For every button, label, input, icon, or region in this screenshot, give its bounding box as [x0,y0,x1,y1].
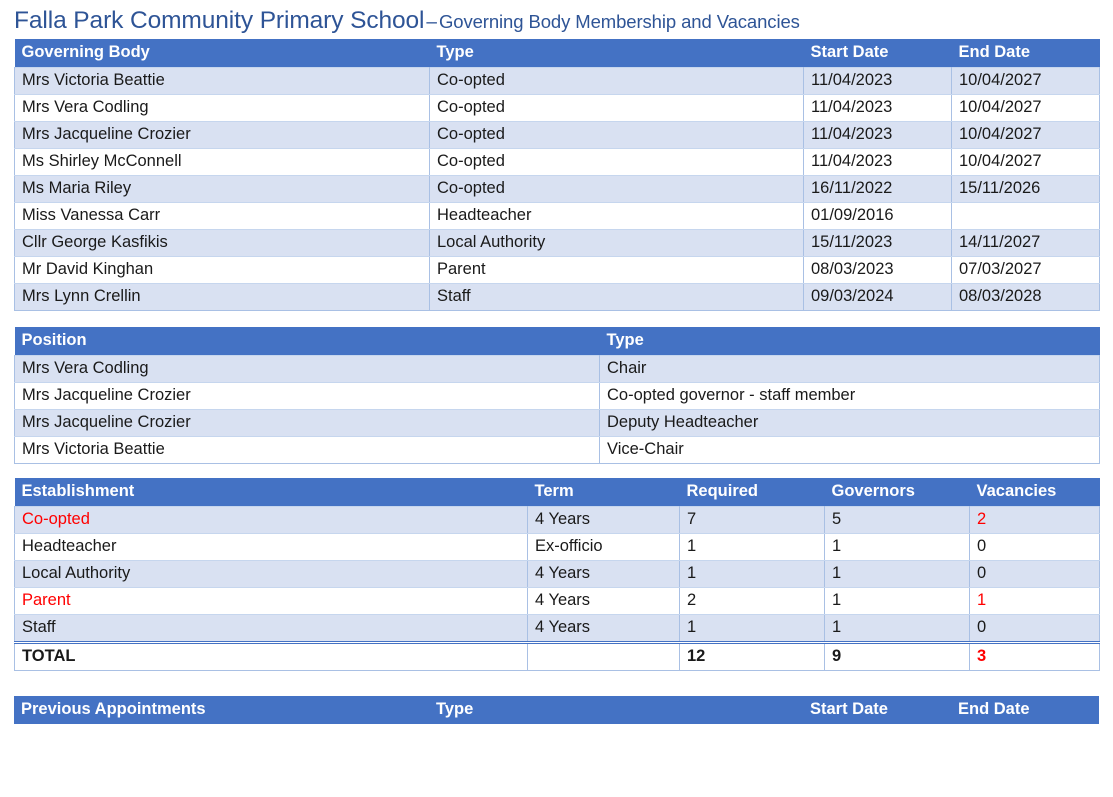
cell-start-date: 11/04/2023 [804,149,952,176]
column-header-type: Type [600,327,1100,356]
cell-governor-name: Mrs Vera Codling [15,95,430,122]
cell-establishment: Headteacher [15,534,528,561]
column-header-start-date: Start Date [803,696,951,724]
cell-governor-type: Co-opted [430,68,804,95]
cell-total-governors: 9 [825,643,970,671]
cell-governor-name: Mrs Lynn Crellin [15,284,430,311]
cell-end-date: 10/04/2027 [952,149,1100,176]
column-header-governing-body: Governing Body [15,39,430,68]
column-header-establishment: Establishment [15,478,528,507]
cell-governor-type: Staff [430,284,804,311]
cell-required: 2 [680,588,825,615]
table-row [15,68,1100,95]
cell-end-date: 08/03/2028 [952,284,1100,311]
cell-governor-type: Co-opted [430,95,804,122]
cell-governor-name: Miss Vanessa Carr [15,203,430,230]
table-row [15,561,1100,588]
cell-start-date: 11/04/2023 [804,122,952,149]
cell-start-date: 11/04/2023 [804,68,952,95]
cell-position-type: Co-opted governor - staff member [600,383,1100,410]
cell-position-name: Mrs Vera Codling [15,356,600,383]
cell-start-date: 16/11/2022 [804,176,952,203]
cell-position-type: Chair [600,356,1100,383]
cell-position-name: Mrs Victoria Beattie [15,437,600,464]
school-name: Falla Park Community Primary School [14,7,425,34]
cell-governor-name: Ms Shirley McConnell [15,149,430,176]
cell-governors: 5 [825,507,970,534]
cell-governor-name: Mr David Kinghan [15,257,430,284]
cell-start-date: 15/11/2023 [804,230,952,257]
cell-governors: 1 [825,534,970,561]
cell-governors: 1 [825,615,970,643]
cell-establishment: Co-opted [15,507,528,534]
table-header-row [15,39,1100,68]
table-gap [14,671,1099,696]
cell-total-term [528,643,680,671]
table-total-row [15,643,1100,671]
table-row [15,383,1100,410]
column-header-governors: Governors [825,478,970,507]
table-row [15,615,1100,643]
cell-vacancies: 0 [970,534,1100,561]
cell-start-date: 08/03/2023 [804,257,952,284]
column-header-end-date: End Date [952,39,1100,68]
governing-body-membership-table [14,39,1100,311]
cell-end-date [952,203,1100,230]
cell-end-date: 15/11/2026 [952,176,1100,203]
cell-governor-type: Co-opted [430,176,804,203]
establishment-vacancies-table [14,478,1100,671]
cell-governor-name: Mrs Jacqueline Crozier [15,122,430,149]
cell-required: 1 [680,534,825,561]
column-header-previous-appointments: Previous Appointments [14,696,429,724]
column-header-start-date: Start Date [804,39,952,68]
cell-governors: 1 [825,588,970,615]
cell-term: 4 Years [528,615,680,643]
table-row [15,95,1100,122]
cell-start-date: 01/09/2016 [804,203,952,230]
table-gap [14,311,1099,327]
table-row [15,149,1100,176]
table-row [15,257,1100,284]
cell-position-type: Vice-Chair [600,437,1100,464]
column-header-term: Term [528,478,680,507]
cell-governor-type: Co-opted [430,149,804,176]
cell-governor-type: Parent [430,257,804,284]
table-row [15,534,1100,561]
cell-required: 1 [680,615,825,643]
cell-term: 4 Years [528,588,680,615]
cell-establishment: Staff [15,615,528,643]
cell-end-date: 07/03/2027 [952,257,1100,284]
table-gap [14,464,1099,478]
cell-end-date: 10/04/2027 [952,68,1100,95]
cell-vacancies: 0 [970,615,1100,643]
cell-establishment: Parent [15,588,528,615]
cell-term: 4 Years [528,561,680,588]
table-row [15,588,1100,615]
column-header-end-date: End Date [951,696,1099,724]
cell-vacancies: 2 [970,507,1100,534]
table-row [15,284,1100,311]
table-row [15,176,1100,203]
report-subtitle: Governing Body Membership and Vacancies [438,11,800,32]
table-row [15,410,1100,437]
cell-governor-type: Local Authority [430,230,804,257]
table-row [15,507,1100,534]
column-header-type: Type [429,696,803,724]
table-row [15,203,1100,230]
table-row [15,356,1100,383]
cell-end-date: 10/04/2027 [952,122,1100,149]
table-header-row [15,478,1100,507]
cell-start-date: 09/03/2024 [804,284,952,311]
cell-start-date: 11/04/2023 [804,95,952,122]
column-header-position: Position [15,327,600,356]
cell-total-required: 12 [680,643,825,671]
cell-establishment: Local Authority [15,561,528,588]
cell-total-vacancies: 3 [970,643,1100,671]
column-header-vacancies: Vacancies [970,478,1100,507]
cell-end-date: 14/11/2027 [952,230,1100,257]
table-header-row [14,696,1099,724]
table-row [15,437,1100,464]
cell-governor-name: Ms Maria Riley [15,176,430,203]
cell-total-label: TOTAL [15,643,528,671]
cell-term: Ex-officio [528,534,680,561]
cell-required: 7 [680,507,825,534]
column-header-required: Required [680,478,825,507]
cell-required: 1 [680,561,825,588]
cell-position-name: Mrs Jacqueline Crozier [15,383,600,410]
governing-body-positions-table [14,327,1100,464]
table-header-row [15,327,1100,356]
cell-governors: 1 [825,561,970,588]
column-header-type: Type [430,39,804,68]
title-separator: – [426,12,437,33]
previous-appointments-table [14,696,1099,724]
page-title [14,0,1099,39]
cell-governor-type: Co-opted [430,122,804,149]
cell-vacancies: 0 [970,561,1100,588]
cell-governor-name: Cllr George Kasfikis [15,230,430,257]
table-row [15,230,1100,257]
cell-term: 4 Years [528,507,680,534]
cell-governor-name: Mrs Victoria Beattie [15,68,430,95]
table-row [15,122,1100,149]
cell-governor-type: Headteacher [430,203,804,230]
cell-position-type: Deputy Headteacher [600,410,1100,437]
cell-position-name: Mrs Jacqueline Crozier [15,410,600,437]
cell-end-date: 10/04/2027 [952,95,1100,122]
cell-vacancies: 1 [970,588,1100,615]
